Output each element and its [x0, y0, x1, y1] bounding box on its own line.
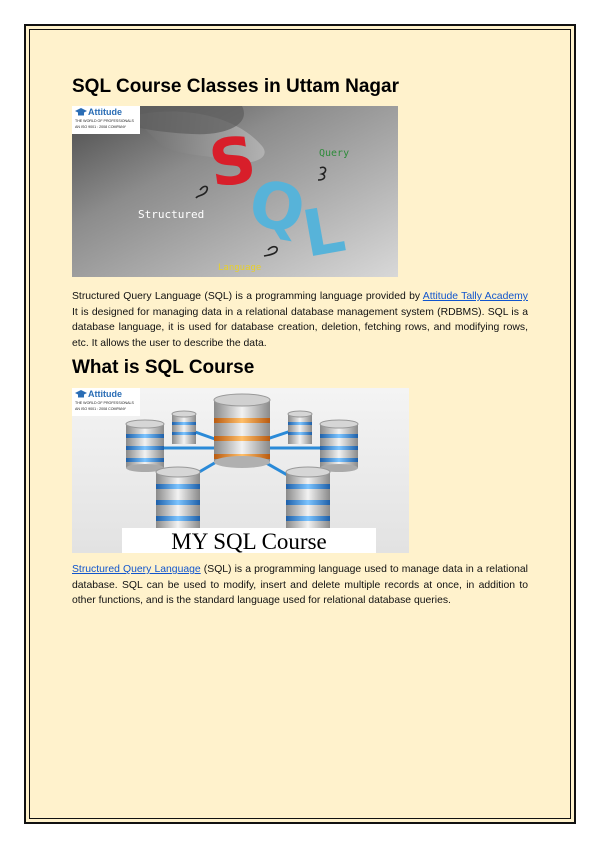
- attitude-logo: [72, 106, 140, 134]
- logo-tagline: THE WORLD OF PROFESSIONALS: [75, 401, 134, 405]
- word-structured: Structured: [138, 208, 205, 221]
- logo-cert: AN ISO 9001 : 2008 COMPANY: [75, 125, 127, 129]
- mysql-course-image: [72, 388, 409, 553]
- logo-name: Attitude: [88, 389, 122, 399]
- structured-query-language-link[interactable]: Structured Query Language: [72, 564, 201, 575]
- word-query: Query: [319, 148, 350, 159]
- logo-cert: AN ISO 9001 : 2008 COMPANY: [75, 407, 127, 411]
- heading-sql-course-classes: SQL Course Classes in Uttam Nagar: [72, 76, 399, 97]
- paragraph-intro: [72, 289, 528, 351]
- paragraph-intro-text-a: Structured Query Language (SQL) is a programming language provided by: [72, 291, 423, 302]
- word-language: Language: [218, 263, 262, 273]
- paragraph-intro-text-b: It is designed for managing data in a relational database management system (RDBMS). SQL is a database language, it is used for database creation, deletion, fetching rows, and modifying rows, etc. It allows the user to describe the data.: [72, 306, 528, 349]
- paragraph-what-is-sql: [72, 562, 528, 609]
- letter-l: L: [297, 192, 351, 273]
- attitude-tally-academy-link[interactable]: Attitude Tally Academy: [422, 291, 528, 302]
- letter-q: Q: [243, 166, 311, 250]
- banner-my-sql-course: MY SQL Course: [171, 529, 327, 553]
- logo-name: Attitude: [88, 107, 122, 117]
- logo-tagline: THE WORLD OF PROFESSIONALS: [75, 119, 134, 123]
- logo-cap-icon: [75, 390, 87, 400]
- heading-what-is-sql-course: What is SQL Course: [72, 357, 255, 378]
- sql-hero-image: [72, 106, 398, 277]
- letter-s: S: [204, 123, 261, 203]
- attitude-logo-2: [72, 388, 140, 416]
- logo-cap-icon: [75, 108, 87, 118]
- paragraph-what-is-sql-text: (SQL) is a programming language used to manage data in a relational database. SQL can be used to modify, insert and delete multiple records at once, in addition to other functions, and is the standard language used for relational database queries.: [72, 564, 528, 606]
